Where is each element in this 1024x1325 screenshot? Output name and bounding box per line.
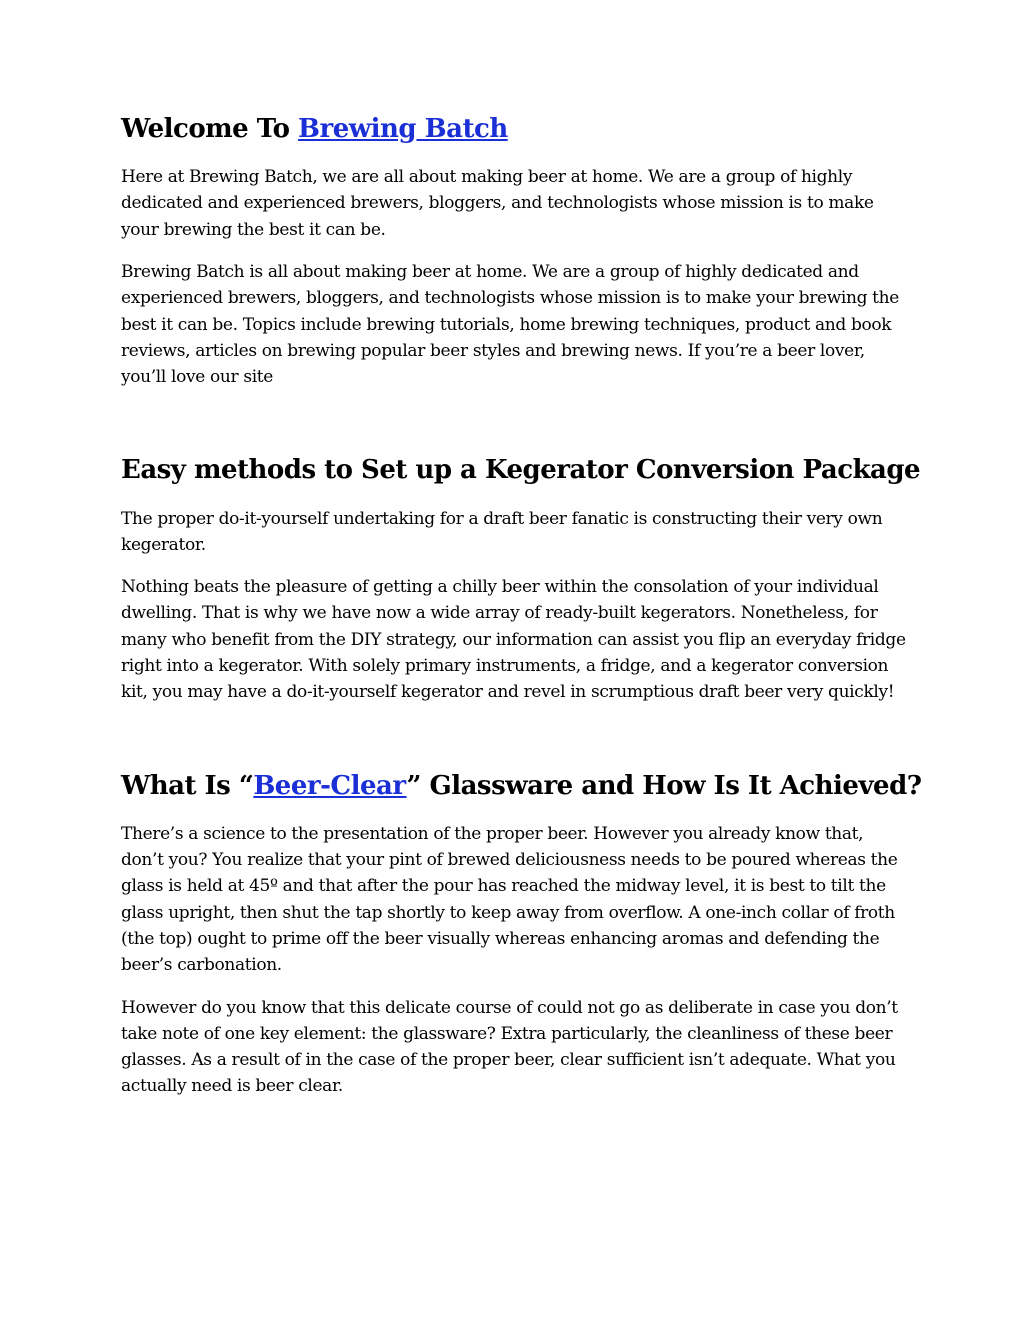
beer-clear-heading-prefix: What Is “ <box>121 770 254 801</box>
beer-clear-section <box>121 769 922 1100</box>
welcome-paragraph-2: Brewing Batch is all about making beer at home. We are a group of highly dedicated and experienced brewers, bloggers, and technologists whose mission is to make your brewing the best it can be. Topics include brewing tutorials, home brewing techniques, product and book reviews, articles on brewing popular beer styles and brewing news. If you’re a beer lover, you’ll love our site <box>121 261 899 388</box>
beer-clear-paragraph-2: However do you know that this delicate course of could not go as deliberate in case you don’t take note of one key element: the glassware? Extra particularly, the cleanliness of these beer glasses. As a result of in the case of the proper beer, clear sufficient isn’t adequate. What you actually need is beer clear. <box>121 997 898 1097</box>
welcome-heading-prefix: Welcome To <box>121 114 299 144</box>
welcome-paragraph-1: Here at Brewing Batch, we are all about making beer at home. We are a group of highly dedicated and experienced brewers, bloggers, and technologists whose mission is to make your brewing the best it can be. <box>121 167 874 240</box>
kegerator-section <box>121 453 921 705</box>
beer-clear-link[interactable]: Beer-Clear <box>253 770 407 801</box>
kegerator-paragraph-2: Nothing beats the pleasure of getting a chilly beer within the consolation of your individual dwelling. That is why we have now a wide array of ready-built kegerators. Nonetheless, for many who benefit from the DIY strategy, our information can assist you flip an everyday fridge right into a kegerator. With solely primary instruments, a fridge, and a kegerator conversion kit, you may have a do-it-yourself kegerator and revel in scrumptious draft beer very quickly! <box>121 577 906 703</box>
document-page <box>121 112 922 1100</box>
brewing-batch-link[interactable]: Brewing Batch <box>298 114 508 144</box>
kegerator-heading: Easy methods to Set up a Kegerator Conversion Package <box>121 455 921 486</box>
beer-clear-heading <box>121 769 922 804</box>
welcome-section <box>121 112 906 390</box>
beer-clear-heading-suffix: ” Glassware and How Is It Achieved? <box>406 770 922 801</box>
beer-clear-paragraph-1: There’s a science to the presentation of the proper beer. However you already know that, don’t you? You realize that your pint of brewed deliciousness needs to be poured whereas the glass is held at 45º and that after the pour has reached the midway level, it is best to tilt the glass upright, then shut the tap shortly to keep away from overflow. A one-inch collar of froth (the top) ought to prime off the beer visually whereas enhancing aromas and defending the beer’s carbonation. <box>121 823 898 976</box>
welcome-heading <box>121 112 906 147</box>
kegerator-paragraph-1: The proper do-it-yourself undertaking for a draft beer fanatic is constructing their very own kegerator. <box>121 508 883 555</box>
